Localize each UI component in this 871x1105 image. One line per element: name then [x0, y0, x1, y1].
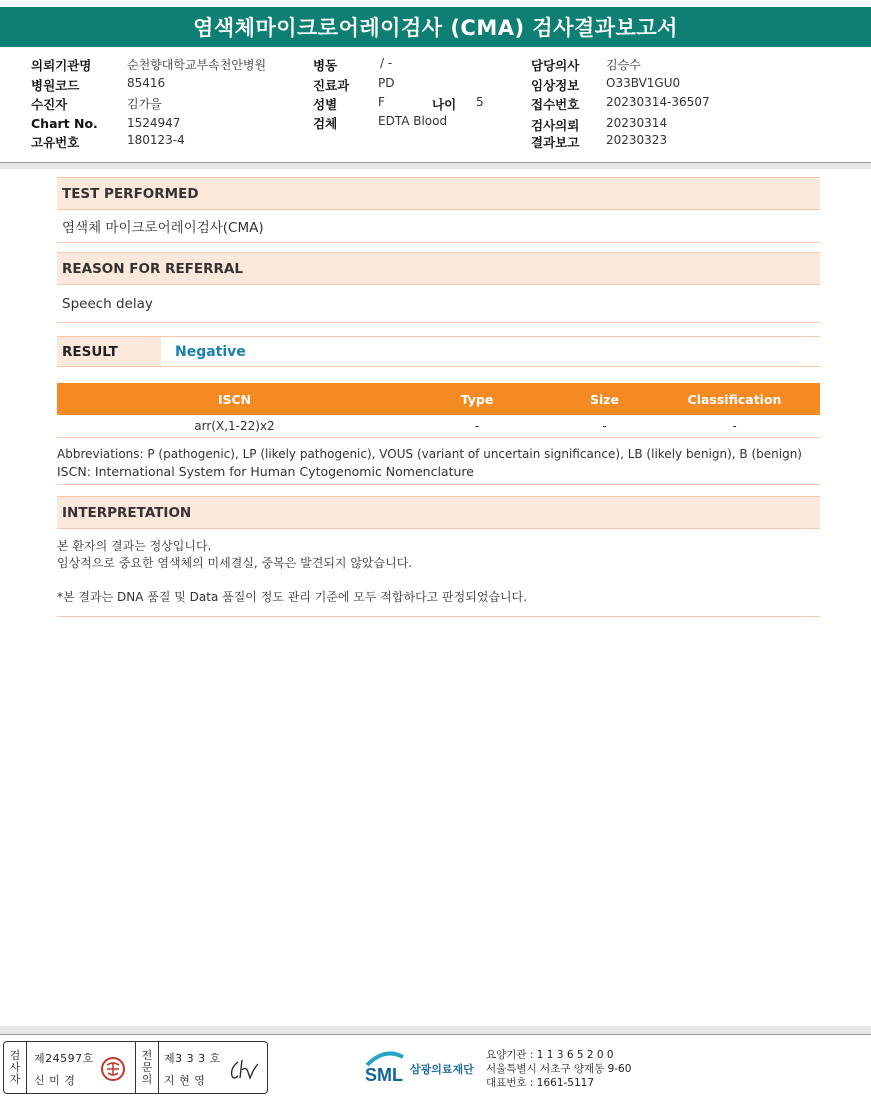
result-row	[57, 336, 820, 367]
examinee-value: 김가을	[127, 97, 162, 111]
org-code: 요양기관 : 1 1 3 6 5 2 0 0	[486, 1049, 614, 1061]
specimen-value: EDTA Blood	[378, 114, 448, 128]
doctor-value: 김승수	[606, 58, 641, 72]
header-iscn: ISCN	[217, 391, 252, 407]
abbreviations-divider	[57, 484, 820, 485]
sex-label: 성별	[313, 97, 338, 112]
code-value: 85416	[127, 76, 166, 90]
signature-box	[3, 1041, 268, 1094]
specialist-label-text	[142, 1050, 153, 1086]
interpretation-body	[57, 538, 820, 606]
table-row	[57, 415, 820, 438]
vertical-label-char: 의	[141, 1072, 153, 1086]
header-type: Type	[460, 391, 494, 407]
request-value: 20230314	[606, 116, 668, 130]
dept-value: PD	[378, 76, 395, 90]
vertical-label-char: 자	[9, 1072, 21, 1086]
header-shade	[0, 163, 871, 169]
vertical-label-char: 사	[9, 1060, 21, 1074]
specialist-label	[136, 1042, 158, 1093]
unique-label: 고유번호	[31, 135, 80, 150]
report-title: 염색체마이크로어레이검사 (CMA) 검사결과보고서	[0, 7, 871, 47]
org-info	[486, 1048, 631, 1090]
request-label: 검사의뢰	[531, 118, 580, 133]
test-performed-heading: TEST PERFORMED	[57, 177, 820, 210]
interpretation-line-2: 임상적으로 중요한 염색체의 미세결실, 중복은 발견되지 않았습니다.	[57, 556, 413, 570]
interpretation-heading: INTERPRETATION	[57, 496, 820, 529]
report-date-value: 20230323	[606, 133, 668, 147]
age-label: 나이	[432, 97, 457, 112]
tester-number: 제24597호	[34, 1052, 94, 1065]
org-address: 서울특별시 서초구 양재동 9-60	[486, 1063, 632, 1075]
signature-icon	[226, 1056, 264, 1084]
chart-value: 1524947	[127, 116, 181, 130]
abbreviations-line-1: Abbreviations: P (pathogenic), LP (likely pathogenic), VOUS (variant of uncertain significance), LB (likely benign), B (benign)	[57, 447, 802, 461]
tester-label-text	[10, 1050, 21, 1086]
specimen-label: 검체	[313, 116, 338, 131]
svg-text:SML: SML	[365, 1065, 403, 1085]
cell-type: -	[474, 419, 480, 433]
tester-name: 신 미 경	[34, 1074, 76, 1087]
patient-info	[0, 52, 871, 162]
vertical-label-char: 문	[141, 1060, 153, 1074]
clinical-value: O33BV1GU0	[606, 76, 681, 90]
referral-heading: REASON FOR REFERRAL	[57, 252, 820, 285]
org-phone: 대표번호 : 1661-5117	[486, 1077, 595, 1089]
code-label: 병원코드	[31, 78, 80, 93]
result-heading: RESULT	[57, 337, 161, 366]
receipt-label: 접수번호	[531, 97, 580, 112]
report-date-label: 결과보고	[531, 135, 580, 150]
results-table-header	[57, 383, 820, 415]
abbreviations-line-2: ISCN: International System for Human Cytogenomic Nomenclature	[57, 464, 474, 479]
specialist-number: 제3 3 3 호	[164, 1052, 221, 1065]
clinical-label: 임상정보	[531, 78, 580, 93]
receipt-value: 20230314-36507	[606, 95, 710, 109]
cell-classification: -	[732, 419, 737, 433]
dept-label: 진료과	[313, 78, 350, 93]
interpretation-note: *본 결과는 DNA 품질 및 Data 품질이 정도 관리 기준에 모두 적합하다고 판정되었습니다.	[57, 590, 528, 604]
abbreviations	[57, 446, 827, 480]
sex-value: F	[378, 95, 385, 109]
doctor-label: 담당의사	[531, 58, 580, 73]
interpretation-line-1: 본 환자의 결과는 정상입니다.	[57, 539, 212, 553]
unique-value: 180123-4	[127, 133, 185, 147]
hospital-value: 순천향대학교부속천안병원	[127, 58, 267, 72]
header-classification: Classification	[687, 391, 782, 407]
vertical-label-char: 검	[9, 1048, 21, 1062]
tester-seal-icon	[99, 1055, 127, 1083]
ward-value: / -	[380, 56, 393, 70]
footer-divider	[0, 1034, 871, 1035]
cell-size: -	[602, 419, 607, 433]
sign-divider	[158, 1042, 159, 1093]
vertical-label-char: 전	[141, 1048, 153, 1062]
cell-iscn: arr(X,1-22)x2	[194, 419, 275, 433]
interpretation-divider	[57, 616, 820, 617]
sign-divider	[26, 1042, 27, 1093]
org-name: 삼광의료재단	[410, 1063, 474, 1076]
chart-label: Chart No.	[31, 116, 98, 131]
header-size: Size	[589, 391, 620, 407]
result-value: Negative	[175, 343, 246, 360]
test-performed-value: 염색체 마이크로어레이검사(CMA)	[57, 210, 820, 243]
specialist-name: 지 현 영	[164, 1074, 206, 1087]
examinee-label: 수진자	[31, 97, 68, 112]
tester-label	[4, 1042, 26, 1093]
hospital-label: 의뢰기관명	[31, 58, 92, 73]
age-value: 5	[476, 95, 484, 109]
ward-label: 병동	[313, 58, 338, 73]
referral-value: Speech delay	[57, 285, 820, 323]
footer-shade	[0, 1026, 871, 1034]
